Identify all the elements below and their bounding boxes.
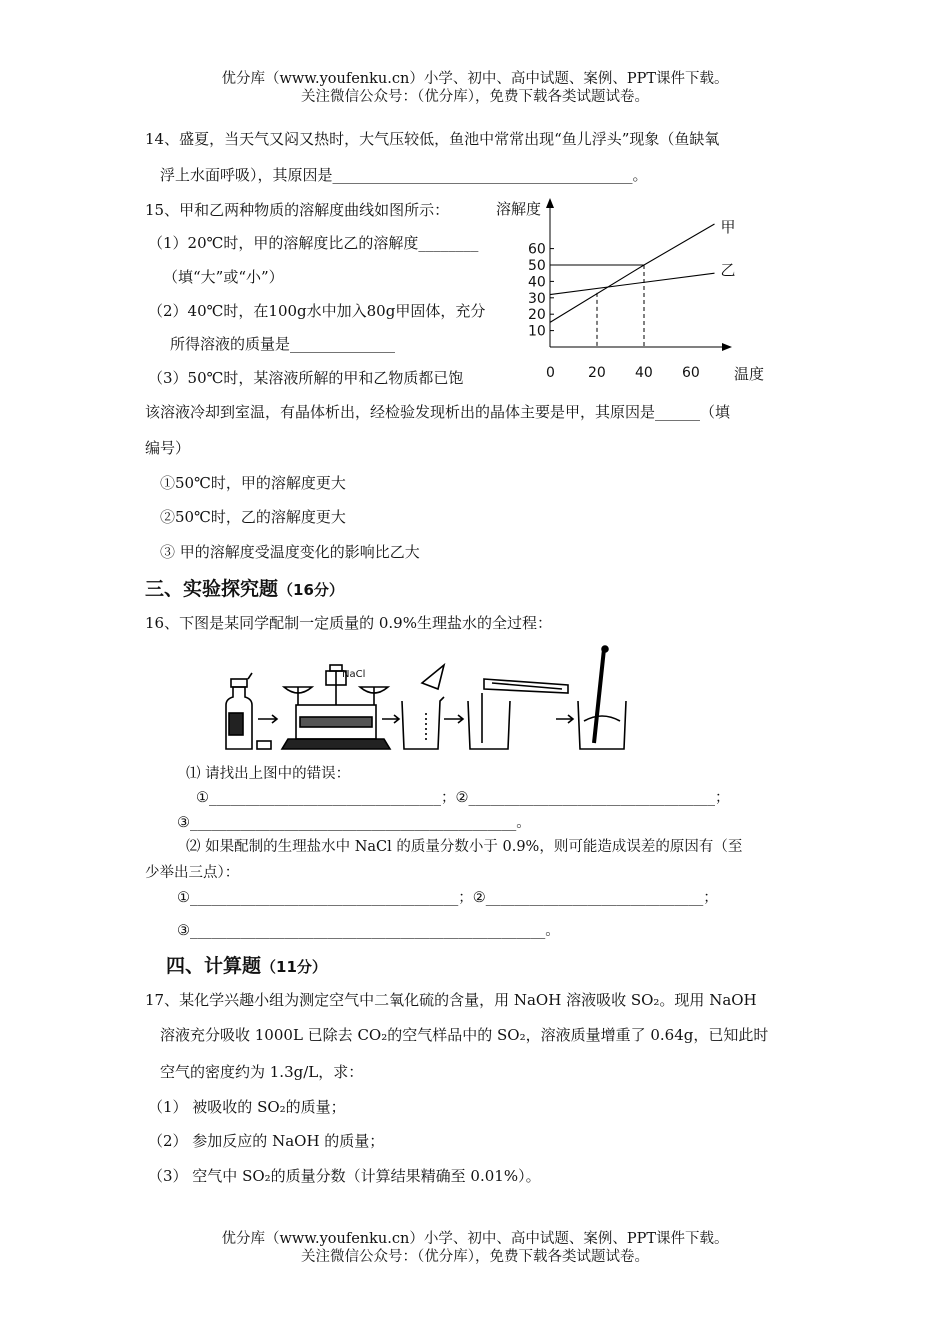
x-tick-label: 60: [682, 365, 700, 381]
x-tick-label: 0: [546, 365, 555, 381]
q16-part2-cont: 少举出三点）：: [145, 865, 240, 881]
q14-line-2: 浮上水面呼吸），其原因是________________________________________。: [160, 166, 648, 184]
series-line-2: [550, 273, 715, 294]
q16-blank-row-1: ①________________________________；②__________________________________；: [196, 790, 730, 806]
q15-part3-number: 编号）: [145, 439, 191, 457]
y-tick-label: 10: [528, 323, 546, 340]
footer-line-2: 关注微信公众号：（优分库），免费下载各类试题试卷。: [301, 1249, 649, 1265]
q14-line-1: 14、盛夏，当天气又闷又热时，大气压较低，鱼池中常常出现“鱼儿浮头”现象（鱼缺氧: [145, 130, 720, 148]
lid-icon: [257, 741, 271, 749]
series-label-2: 乙: [720, 261, 736, 280]
q15-option-2: ②50℃时，乙的溶解度更大: [160, 508, 346, 526]
arrow-1-icon: [258, 715, 277, 723]
nacl-label: NaCl: [342, 669, 366, 680]
y-tick-label: 30: [528, 290, 546, 307]
y-axis-arrow: [546, 198, 554, 208]
q15-option-3: ③ 甲的溶解度受温度变化的影响比乙大: [160, 543, 420, 561]
q16-part1: ⑴ 请找出上图中的错误：: [186, 766, 351, 782]
reagent-bottle-icon: [226, 673, 252, 749]
balance-scale-icon: [282, 665, 390, 749]
experiment-diagram: [212, 643, 632, 755]
q17-sub-3: （3） 空气中 SO₂的质量分数（计算结果精确至 0.01%）。: [148, 1167, 541, 1185]
y-tick-label: 20: [528, 307, 546, 324]
beaker-3-icon: [578, 646, 626, 749]
q16-part2: ⑵ 如果配制的生理盐水中 NaCl 的质量分数小于 0.9%，则可能造成误差的原因有（至: [186, 839, 743, 855]
x-axis-label: 温度: [734, 365, 765, 383]
q15-part3: （3）50℃时，某溶液所解的甲和乙物质都已饱: [148, 369, 464, 387]
q17-line-2: 溶液充分吸收 1000L 已除去 CO₂的空气样品中的 SO₂，溶液质量增重了 0.64g，已知此时: [160, 1026, 769, 1044]
section-4-title: 四、计算题: [166, 955, 262, 977]
series-line-1: [550, 224, 715, 322]
y-tick-label: 60: [528, 241, 546, 258]
section-3-points: （16分）: [278, 581, 344, 599]
beaker-2-icon: [468, 679, 568, 749]
page-header: [0, 70, 950, 106]
q17-line-3: 空气的密度约为 1.3g/L，求：: [160, 1063, 364, 1081]
arrow-4-icon: [556, 715, 573, 723]
y-tick-label: 40: [528, 274, 546, 291]
arrow-2-icon: [382, 715, 399, 723]
header-line-2: 关注微信公众号：（优分库），免费下载各类试题试卷。: [301, 89, 649, 105]
q15-part1-hint: （填“大”或“小”）: [163, 268, 284, 286]
q17-sub-1: （1） 被吸收的 SO₂的质量；: [148, 1098, 346, 1116]
series-label-1: 甲: [720, 218, 736, 236]
section-4-points: （11分）: [261, 958, 327, 976]
footer-line-1: 优分库（www.youfenku.cn）小学、初中、高中试题、案例、PPT课件下载。: [221, 1231, 729, 1247]
q15-part1: （1）20℃时，甲的溶解度比乙的溶解度________: [148, 234, 479, 252]
x-tick-label: 40: [635, 365, 653, 381]
x-tick-label: 20: [588, 365, 606, 381]
q15-stem: 15、甲和乙两种物质的溶解度曲线如图所示：: [145, 201, 450, 219]
y-axis-label: 溶解度: [496, 200, 542, 218]
q16-blank-row-2: ③_____________________________________________。: [177, 815, 531, 831]
beaker-1-icon: [402, 665, 444, 749]
q16-stem: 16、下图是某同学配制一定质量的 0.9%生理盐水的全过程：: [145, 614, 552, 632]
q16-cause-row-1: ①_____________________________________；②______________________________；: [177, 890, 718, 906]
section-3-title: 三、实验探究题: [145, 578, 279, 600]
q15-part2: （2）40℃时，在100g水中加入80g甲固体，充分: [148, 302, 486, 320]
section-4-heading: [166, 951, 327, 978]
q15-part3-cont: 该溶液冷却到室温，有晶体析出，经检验发现析出的晶体主要是甲，其原因是______（填: [145, 403, 731, 421]
q15-part2-answer: 所得溶液的质量是______________: [170, 335, 396, 353]
y-tick-label: 50: [528, 258, 546, 274]
q16-cause-row-2: ③_________________________________________________。: [177, 923, 560, 939]
page-footer: [0, 1230, 950, 1266]
q15-option-1: ①50℃时，甲的溶解度更大: [160, 474, 346, 492]
q17-line-1: 17、某化学兴趣小组为测定空气中二氧化硫的含量，用 NaOH 溶液吸收 SO₂。现用 NaOH: [145, 991, 757, 1009]
arrow-3-icon: [444, 715, 463, 723]
x-axis-arrow: [722, 343, 732, 351]
solubility-chart: [490, 192, 790, 392]
section-3-heading: [145, 574, 344, 601]
header-line-1: 优分库（www.youfenku.cn）小学、初中、高中试题、案例、PPT课件下载。: [221, 71, 729, 87]
q17-sub-2: （2） 参加反应的 NaOH 的质量；: [148, 1132, 385, 1150]
